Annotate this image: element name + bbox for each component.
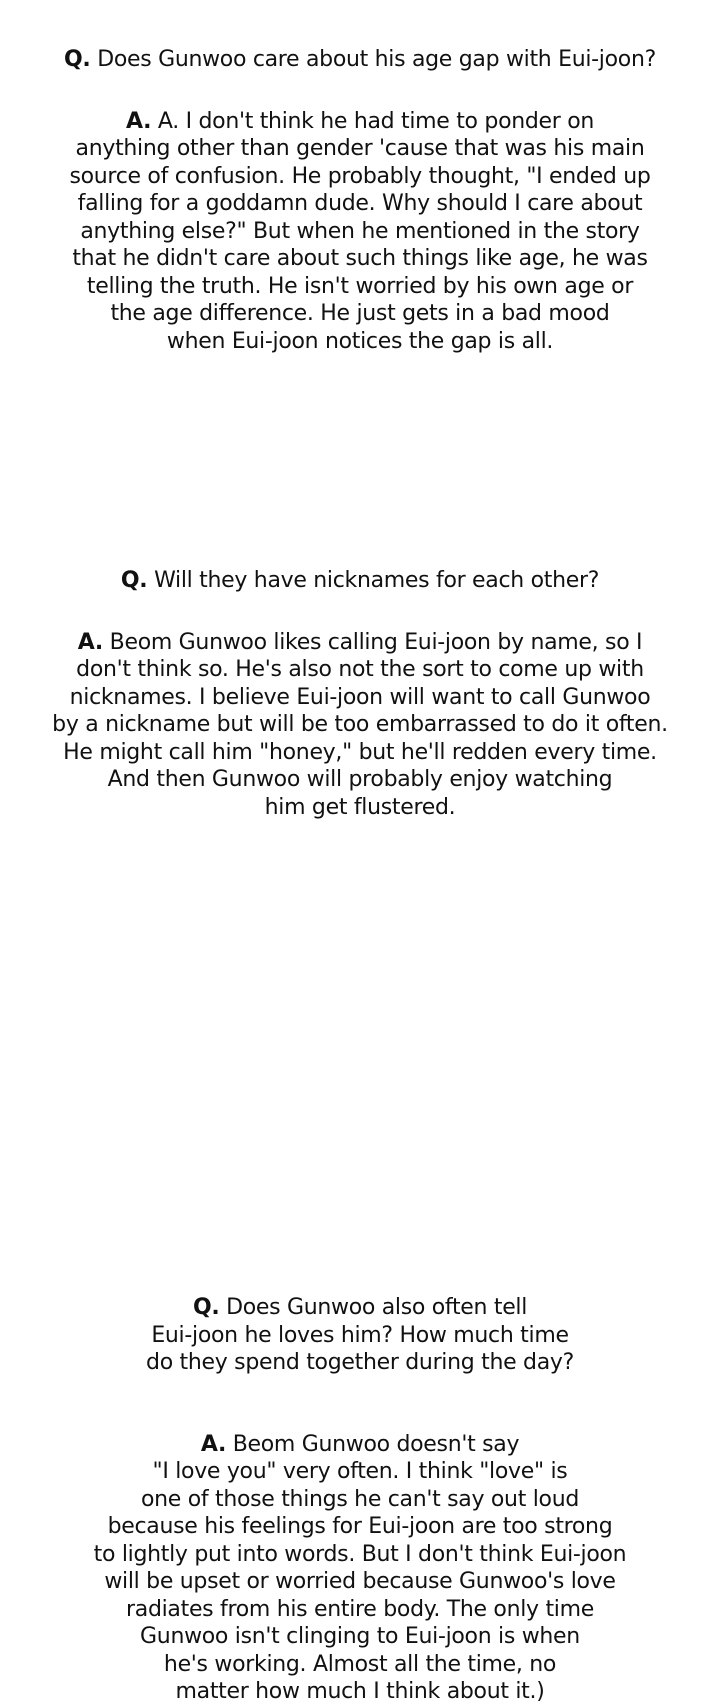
answer-line: telling the truth. He isn't worried by his own age or (86, 273, 634, 299)
answer-line: don't think so. He's also not the sort to come up with (76, 657, 644, 682)
answer-line: Gunwoo isn't clinging to Eui-joon is when (140, 1624, 580, 1649)
answer-line: anything other than gender 'cause that was his main (75, 136, 645, 161)
answer-marker: A. (125, 108, 152, 134)
qa-block-1 (0, 46, 720, 355)
answer-line: nicknames. I believe Eui-joon will want to call Gunwoo (69, 684, 651, 710)
qa-block-2 (0, 567, 720, 821)
answer-line: A. A. I don't think he had time to ponder on (125, 108, 595, 134)
answer-line: to lightly put into words. But I don't think Eui-joon (93, 1541, 627, 1567)
answer-line: He might call him "honey," but he'll redden every time. (63, 739, 657, 765)
answer-line: matter how much I think about it.) (175, 1679, 545, 1704)
question-marker: Q. (64, 47, 91, 72)
answer-line: And then Gunwoo will probably enjoy watching (107, 767, 613, 792)
answer-line: when Eui-joon notices the gap is all. (166, 328, 554, 354)
question-line: Q. Does Gunwoo also often tell (192, 1295, 528, 1320)
answer-line: that he didn't care about such things like age, he was (72, 246, 648, 271)
answer-line: him get flustered. (264, 794, 456, 820)
answer-line: source of confusion. He probably thought, "I ended up (69, 163, 651, 189)
answer-line: one of those things he can't say out loud (140, 1486, 579, 1512)
answer-line: the age difference. He just gets in a bad mood (110, 301, 610, 326)
question-line: Q. Will they have nicknames for each other? (120, 568, 600, 593)
question-line: do they spend together during the day? (146, 1350, 574, 1375)
answer-line: will be upset or worried because Gunwoo's love (104, 1569, 616, 1594)
answer-line: by a nickname but will be too embarrassed to do it often. (52, 712, 668, 737)
question-marker: Q. (192, 1295, 220, 1320)
answer-marker: A. (77, 629, 103, 655)
question-line: Q. Does Gunwoo care about his age gap with Eui-joon? (64, 47, 656, 72)
answer-line: A. Beom Gunwoo likes calling Eui-joon by name, so I (77, 629, 643, 655)
answer-marker: A. (200, 1431, 227, 1457)
answer-line: radiates from his entire body. The only time (126, 1596, 594, 1622)
answer-line: A. Beom Gunwoo doesn't say (200, 1431, 520, 1457)
answer-line: he's working. Almost all the time, no (163, 1651, 557, 1677)
answer-line: "I love you" very often. I think "love" is (152, 1459, 568, 1484)
answer-line: falling for a goddamn dude. Why should I care about (77, 191, 643, 216)
answer-line: anything else?" But when he mentioned in the story (80, 218, 640, 244)
answer-line: because his feelings for Eui-joon are too strong (107, 1514, 613, 1539)
question-line: Eui-joon he loves him? How much time (151, 1322, 569, 1348)
question-marker: Q. (120, 568, 148, 593)
qa-block-3 (0, 1294, 720, 1706)
